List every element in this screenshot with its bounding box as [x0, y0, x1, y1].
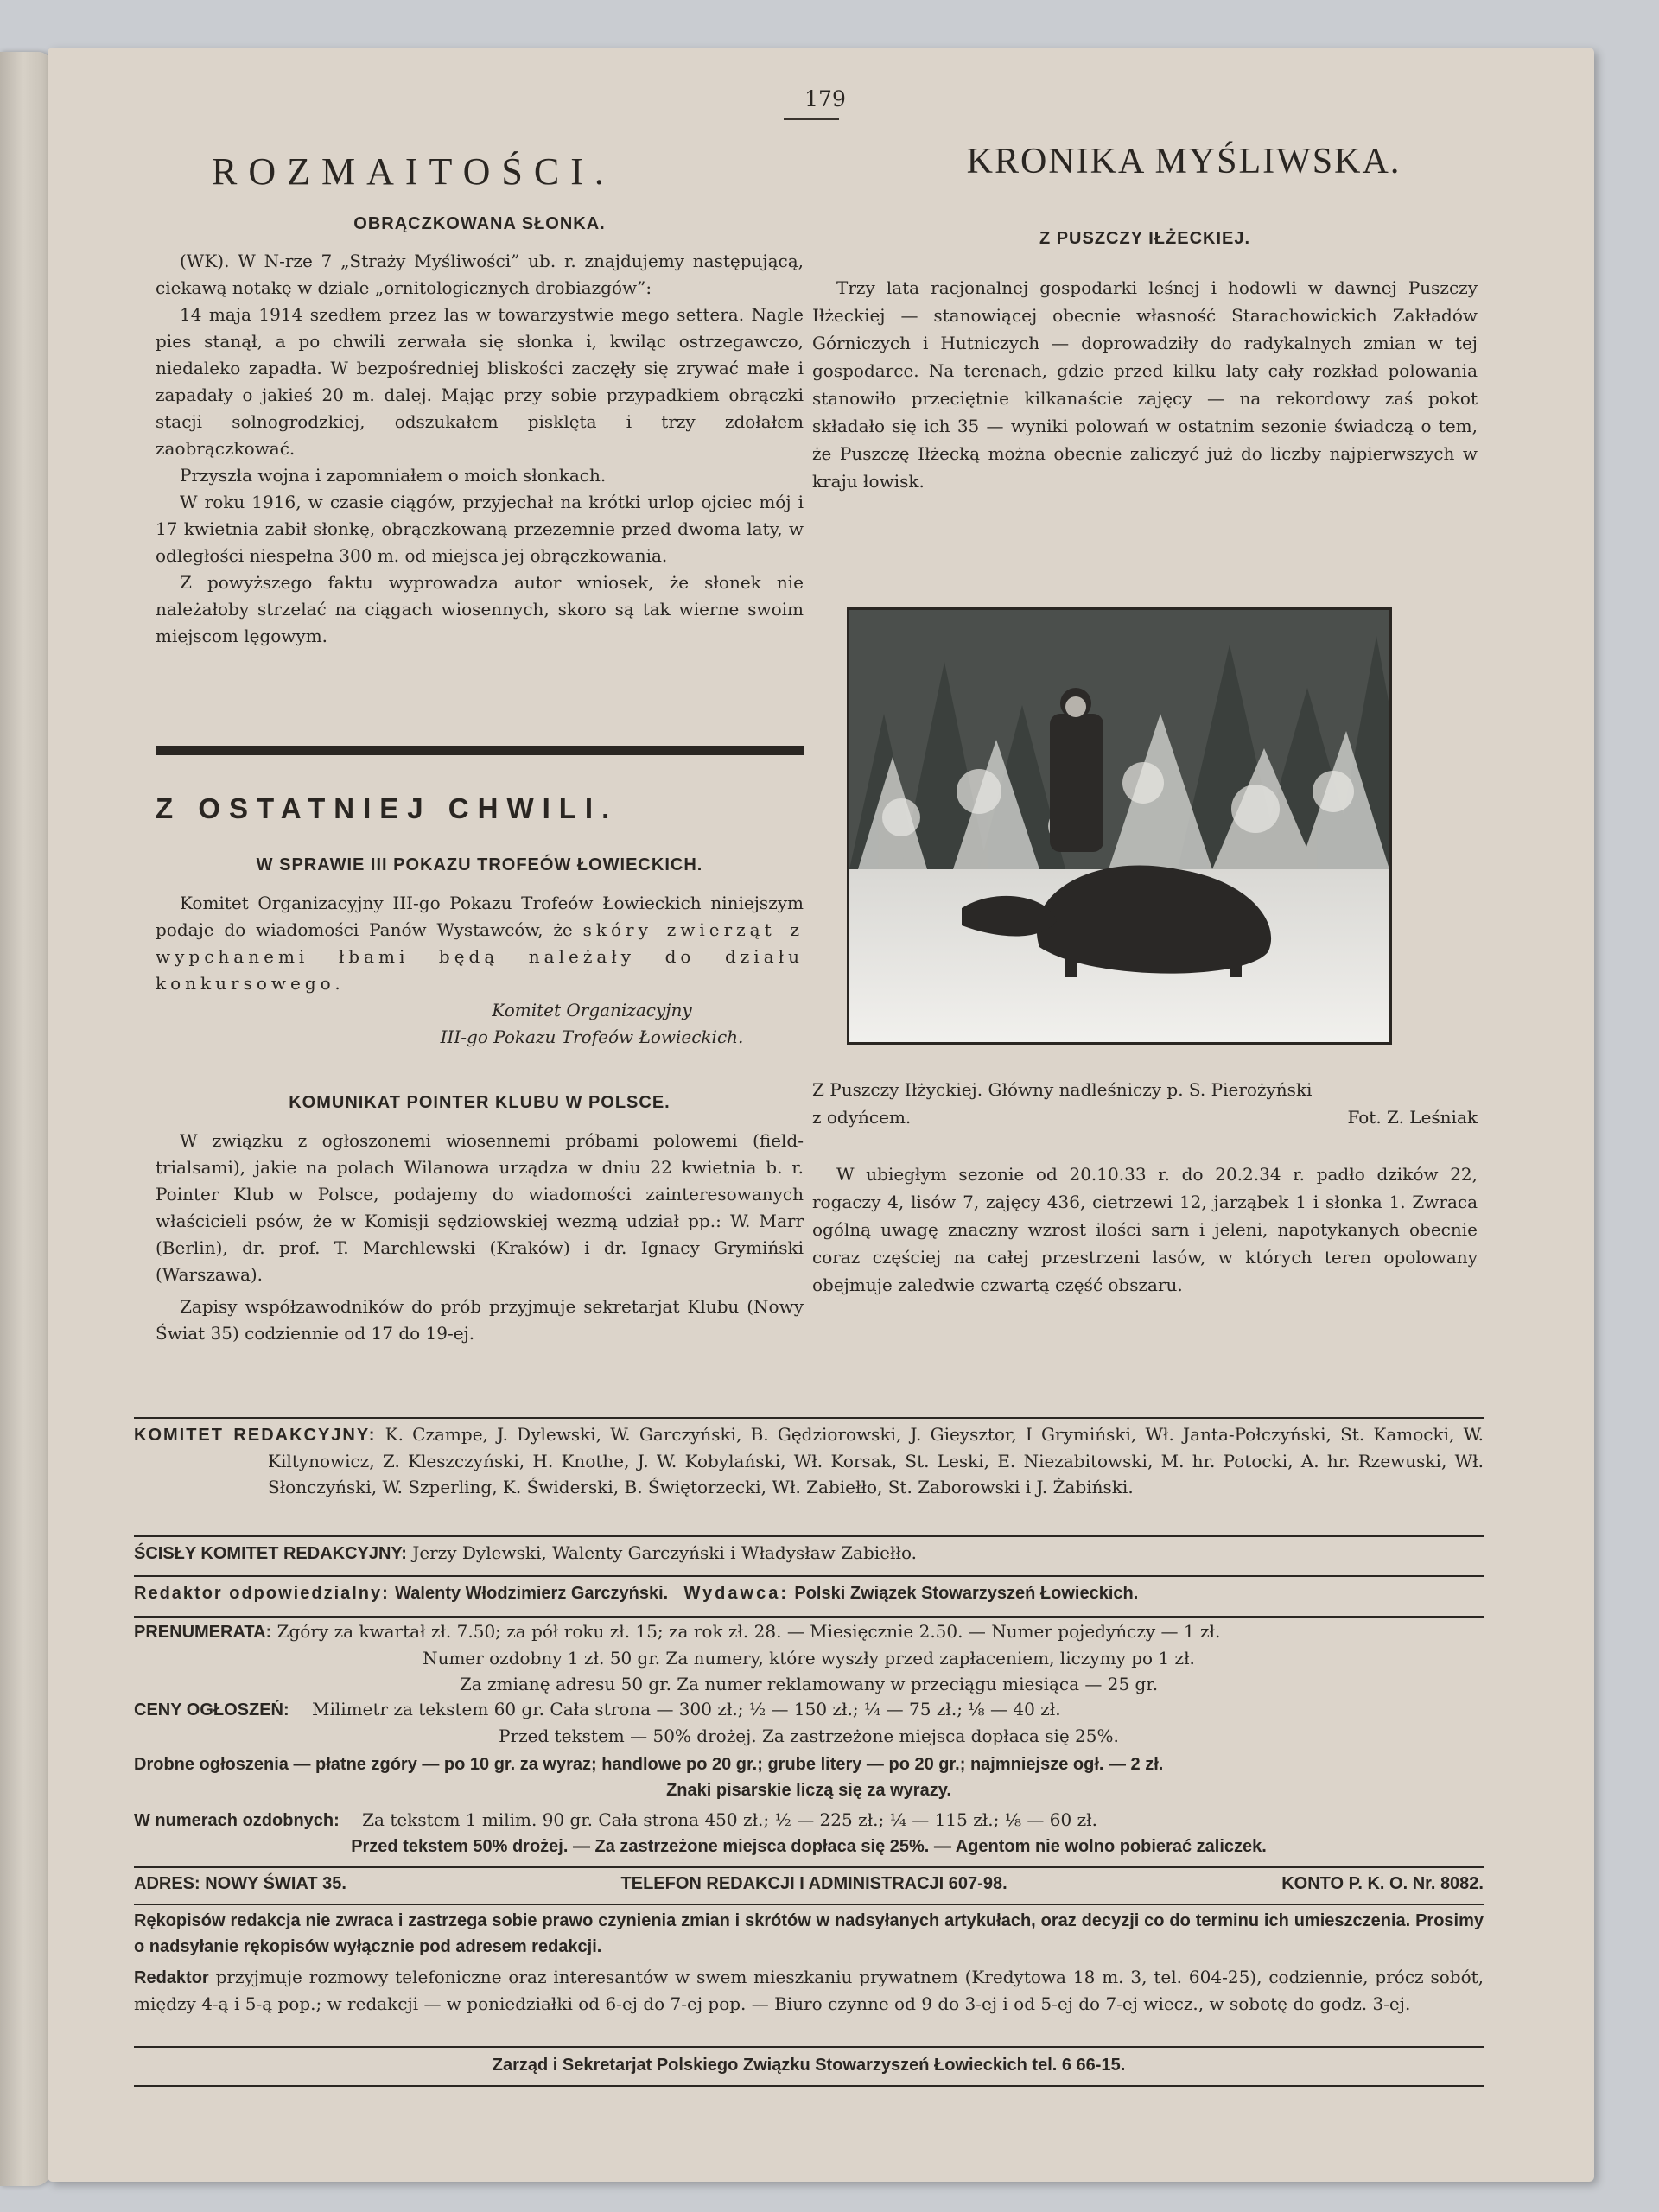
editor-label: Redaktor odpowiedzialny:: [134, 1584, 390, 1603]
paragraph: W roku 1916, w czasie ciągów, przyjechał na krótki urlop ojciec mój i 17 kwietnia zabił słonkę, obrączkowaną przezemnie przed dwoma laty, w odległości niespełna 300 m. od miejsca jej obrączkowania.: [156, 492, 804, 566]
strict-committee-label: ŚCISŁY KOMITET REDAKCYJNY:: [134, 1544, 407, 1563]
signature-line: Komitet Organizacyjny: [492, 1000, 692, 1020]
paragraph: (WK). W N-rze 7 „Straży Myśliwości” ub. r. znajdujemy następującą, ciekawą notakę w dziale „ornitologicznych drobiazgów”:: [156, 251, 804, 298]
photo-credit: Fot. Z. Leśniak: [1347, 1107, 1478, 1128]
small-ads-line: Drobne ogłoszenia — płatne zgóry — po 10 gr. za wyraz; handlowe po 20 gr.; grube litery — po 20 gr.; najmniejsze ogł. — 2 zł.: [134, 1755, 1164, 1774]
page-number: 179: [804, 86, 846, 111]
editor-hours: [134, 1964, 1484, 2017]
article-puszcza-stats: [812, 1160, 1478, 1299]
address: ADRES: NOWY ŚWIAT 35.: [134, 1874, 346, 1893]
editor-name: Walenty Włodzimierz Garczyński.: [395, 1584, 669, 1603]
ad-prices-line: Przed tekstem — 50% drożej. Za zastrzeżone miejsca dopłaca się 25%.: [499, 1726, 1119, 1746]
subscription-line: [134, 1618, 1484, 1645]
caption-line: [812, 1103, 1478, 1131]
paragraph: W związku z ogłoszonemi wiosennemi próbami polowemi (field-trialsami), jakie na polach Wilanowa urządza w dniu 22 kwietnia b. r. Pointer Klub w Polsce, podajemy do wiadomości zainteresowanych właścicieli psów, że w Komisji sędziowskiej wezmą udział pp.: W. Marr (Berlin), dr. prof. T. Marchlewski (Kraków) i dr. Ignacy Grymiński (Warszawa).: [156, 1130, 804, 1285]
footer-rule: [134, 1866, 1484, 1868]
footer-rule: [134, 2046, 1484, 2048]
ad-prices-label: CENY OGŁOSZEŃ:: [134, 1700, 289, 1719]
publisher-name: Polski Związek Stowarzyszeń Łowieckich.: [794, 1584, 1139, 1603]
publisher-label: Wydawca:: [683, 1584, 789, 1603]
bank-account: KONTO P. K. O. Nr. 8082.: [1281, 1874, 1484, 1893]
committee-members: K. Czampe, J. Dylewski, W. Garczyński, B. Gędziorowski, J. Gieysztor, I Grymiński, Wł. Janta-Połczyński, St. Kamocki, W. Kiltynowicz, Z. Kleszczyński, H. Knothe, J. W. Kobylański, Wł. Korsak, St. Leski, E. Niezabitowski, M. hr. Potocki, A. hr. Rzewuski, Wł. Słonczyński, W. Szperling, K. Świderski, B. Świętorzecki, Wł. Zabiełło, St. Zaborowski i J. Żabiński.: [268, 1424, 1484, 1497]
strict-committee-members: Jerzy Dylewski, Walenty Garczyński i Władysław Zabiełło.: [412, 1542, 918, 1563]
paragraph: 14 maja 1914 szedłem przez las w towarzystwie mego settera. Nagle pies stanął, a po chwili zerwała się słonka i, kwiląc ostrzegawczo, niedaleko zapadła. W bezpośredniej bliskości zaczęły się zrywać małe i zapadały o jakieś 20 m. dalej. Mając przy sobie przypadkiem obrączki stacji solnogrodzkiej, odszukałem pisklęta i trzy zdołałem zaobrączkować.: [156, 304, 804, 459]
ad-prices: [134, 1696, 1484, 1749]
caption-line: Z Puszczy Iłżyckiej. Główny nadleśniczy p. S. Pierożyński: [812, 1079, 1313, 1100]
article-title-slonka: OBRĄCZKOWANA SŁONKA.: [353, 214, 606, 233]
paragraph: [156, 890, 804, 997]
strict-committee: [134, 1540, 1484, 1567]
committee-line: [134, 1421, 1484, 1500]
editor-publisher: [134, 1580, 1484, 1606]
section-heading-rozmaitosci: ROZMAITOŚCI.: [212, 150, 615, 193]
decorative-issues-text: Za tekstem 1 milim. 90 gr. Cała strona 450 zł.; ½ — 225 zł.; ¼ — 115 zł.; ⅛ — 60 zł.: [362, 1809, 1097, 1830]
spaced-text: skóry zwierząt z wypchanemi łbami będą należały do działu konkursowego.: [156, 919, 804, 994]
small-ads-line: Znaki pisarskie liczą się za wyrazy.: [666, 1781, 951, 1800]
telephone: TELEFON REDAKCJI I ADMINISTRACJI 607-98.: [620, 1874, 1007, 1893]
association-contact: Zarząd i Sekretarjat Polskiego Związku Stowarzyszeń Łowieckich tel. 6 66-15.: [492, 2056, 1126, 2075]
photo-illustration: [849, 610, 1389, 1042]
editorial-committee: [134, 1421, 1484, 1500]
decorative-issues-line: Przed tekstem 50% drożej. — Za zastrzeżone miejsca dopłaca się 25%. — Agentom nie wolno pobierać zaliczek.: [351, 1837, 1267, 1856]
photo-hunter-with-boar: [847, 607, 1392, 1045]
footer-rule: [134, 1904, 1484, 1905]
manuscripts-notice: Rękopisów redakcja nie zwraca i zastrzega sobie prawo czynienia zmian i skrótów w nadsyłanych artykułach, oraz decyzji co do terminu ich umieszczenia. Prosimy o nadsyłanie rękopisów wyłącznie pod adresem redakcji.: [134, 1911, 1484, 1956]
article-title-puszcza: Z PUSZCZY IŁŻECKIEJ.: [1039, 229, 1251, 248]
section-divider-bar: [156, 746, 804, 755]
decorative-issues: [134, 1807, 1484, 1859]
footer-rule: [134, 2085, 1484, 2087]
article-puszcza: [812, 274, 1478, 495]
footer-rule: [134, 1535, 1484, 1537]
footer-rule: [134, 1616, 1484, 1618]
decorative-issues-line: [134, 1807, 1484, 1834]
subscription-line: Numer ozdobny 1 zł. 50 gr. Za numery, które wyszły przed zapłaceniem, liczymy po 1 zł.: [423, 1648, 1195, 1669]
subscription-line: Za zmianę adresu 50 gr. Za numer reklamowany w przeciągu miesiąca — 25 gr.: [459, 1674, 1159, 1694]
contact-line: [134, 1871, 1484, 1897]
paragraph-text: Komitet Organizacyjny III-go Pokazu Trofeów Łowieckich niniejszym podaje do wiadomości Panów Wystawców, że: [156, 893, 804, 940]
section-heading-ostatniej-chwili: Z OSTATNIEJ CHWILI.: [156, 792, 619, 824]
subscription-text: Zgóry za kwartał zł. 7.50; za pół roku zł. 15; za rok zł. 28. — Miesięcznie 2.50. — Numer pojedyńczy — 1 zł.: [276, 1621, 1221, 1642]
editor-hours-label: Redaktor: [134, 1968, 209, 1987]
small-ads: [134, 1751, 1484, 1803]
article-pointer: [156, 1128, 804, 1347]
article-title-pointer: KOMUNIKAT POINTER KLUBU W POLSCE.: [289, 1093, 671, 1112]
editor-hours-text: przyjmuje rozmowy telefoniczne oraz interesantów w swem mieszkaniu prywatnem (Kredytowa 18 m. 3, tel. 604-25), codziennie, prócz sobót, między 4-ą i 5-ą pop.; w redakcji — w poniedziałki od 6-ej do 7-ej pop. — Biuro czynne od 9 do 3-ej i od 5-ej do 7-ej wiecz., w sobotę do godz. 3-ej.: [134, 1967, 1484, 2014]
subscription-info: [134, 1618, 1484, 1697]
committee-label: KOMITET REDAKCYJNY:: [134, 1426, 377, 1445]
footer-rule: [134, 1417, 1484, 1419]
adjacent-page-edge: [0, 52, 52, 2186]
section-heading-kronika: KRONIKA MYŚLIWSKA.: [966, 142, 1402, 181]
page-number-rule: [784, 118, 839, 120]
subscription-label: PRENUMERATA:: [134, 1623, 272, 1642]
ad-prices-text: Milimetr za tekstem 60 gr. Cała strona — 300 zł.; ½ — 150 zł.; ¼ — 75 zł.; ⅛ — 40 zł.: [312, 1699, 1061, 1719]
paragraph: W ubiegłym sezonie od 20.10.33 r. do 20.2.34 r. padło dzików 22, rogaczy 4, lisów 7, zajęcy 436, cietrzewi 12, jarząbek 1 i słonka 1. Zwraca ogólną uwagę znaczny wzrost ilości sarn i jeleni, napotykanych obecnie coraz częściej na całej przestrzeni lasów, w których teren opolowany obejmuje zaledwie czwartą część obszaru.: [812, 1164, 1478, 1295]
magazine-page: [48, 48, 1594, 2182]
decorative-issues-label: W numerach ozdobnych:: [134, 1811, 340, 1830]
paragraph: Trzy lata racjonalnej gospodarki leśnej i hodowli w dawnej Puszczy Iłżeckiej — stanowiącej obecnie własność Starachowickich Zakładów Górniczych i Hutniczych — doprowadziły do radykalnych zmian w tej gospodarce. Na terenach, gdzie przed kilku laty cały rozkład polowania stanowiło przeciętnie kilkanaście zajęcy — na rekordowy zaś pokot składało się ich 35 — wyniki polowań w ostatnim sezonie świadczą o tem, że Puszczę Iłżecką można obecnie zaliczyć już do liczby najpierwszych w kraju łowisk.: [812, 277, 1478, 492]
paragraph: Zapisy współzawodników do prób przyjmuje sekretarjat Klubu (Nowy Świat 35) codziennie od 17 do 19-ej.: [156, 1296, 804, 1344]
signature-line: III-go Pokazu Trofeów Łowieckich.: [440, 1027, 744, 1047]
article-pokaz-trofeow: [156, 890, 804, 1051]
article-slonka: [156, 248, 804, 650]
article-title-pokaz-trofeow: W SPRAWIE III POKAZU TROFEÓW ŁOWIECKICH.: [256, 855, 703, 874]
paragraph: Z powyższego faktu wyprowadza autor wniosek, że słonek nie należałoby strzelać na ciągach wiosennych, skoro są tak wierne swoim miejscom lęgowym.: [156, 572, 804, 646]
photo-caption: [812, 1076, 1478, 1131]
footer-rule: [134, 1575, 1484, 1577]
ad-prices-line: [134, 1696, 1484, 1723]
paragraph: Przyszła wojna i zapomniałem o moich słonkach.: [180, 465, 607, 486]
caption-text: z odyńcem.: [812, 1107, 912, 1128]
